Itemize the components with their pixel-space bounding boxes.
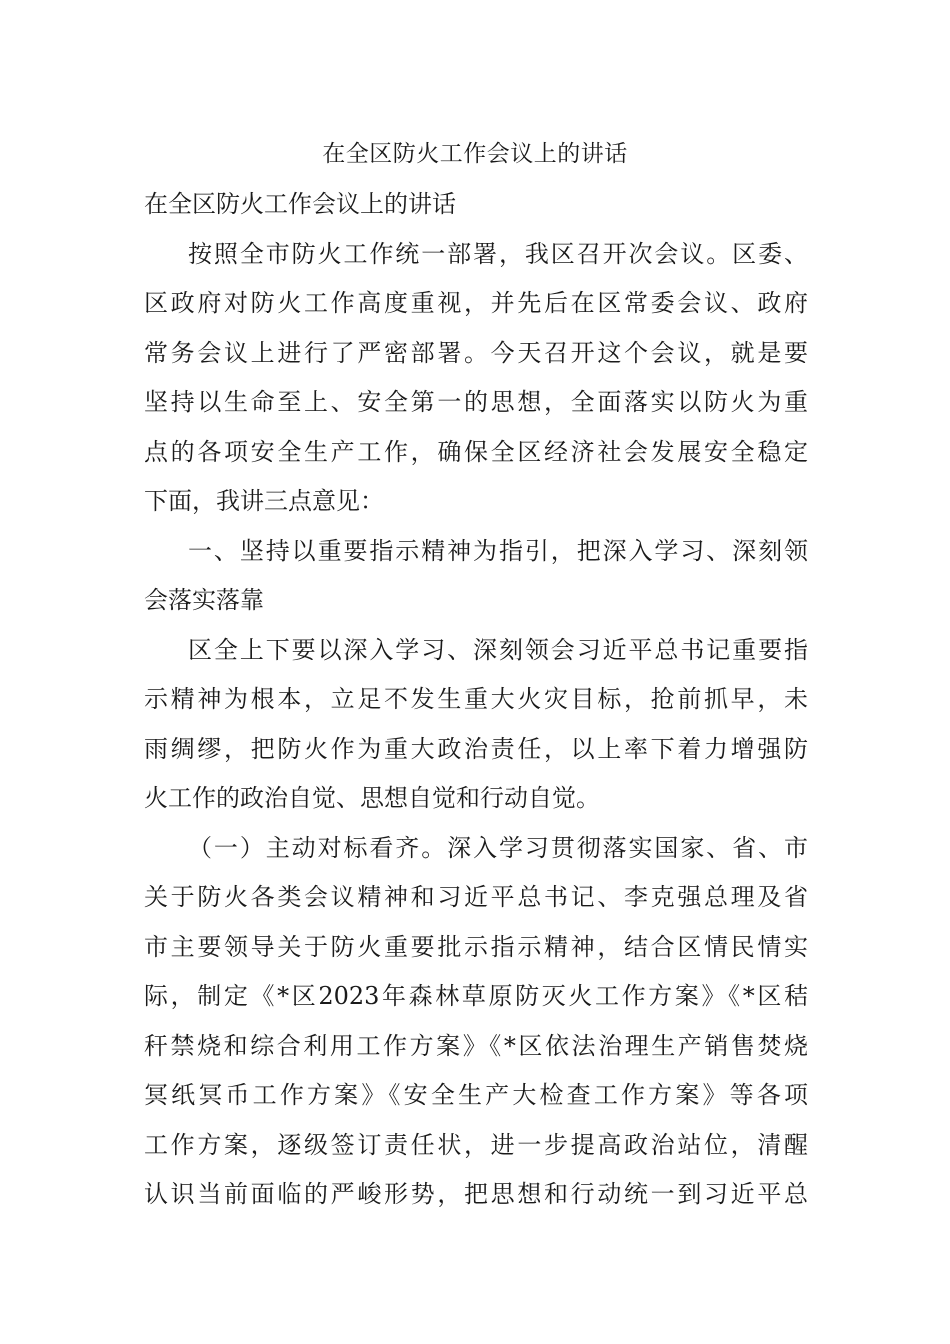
text-line: 一、坚持以重要指示精神为指引，把深入学习、深刻领 (188, 536, 808, 565)
text-line: 秆禁烧和综合利用工作方案》《*区依法治理生产销售焚烧 (144, 1031, 808, 1060)
text-line: 点的各项安全生产工作，确保全区经济社会发展安全稳定 (144, 437, 808, 466)
text-line: 关于防火各类会议精神和习近平总书记、李克强总理及省 (144, 883, 808, 911)
text-line: 市主要领导关于防火重要批示指示精神，结合区情民情实 (144, 932, 808, 961)
text-line: 区全上下要以深入学习、深刻领会习近平总书记重要指 (188, 635, 808, 664)
text-line: 工作方案，逐级签订责任状，进一步提高政治站位，清醒 (144, 1130, 808, 1159)
text-line: 坚持以生命至上、安全第一的思想，全面落实以防火为重 (144, 388, 808, 416)
text-line: 示精神为根本，立足不发生重大火灾目标，抢前抓早，未 (144, 685, 808, 713)
text-line: 会落实落靠 (144, 586, 264, 614)
text-line: 冥纸冥币工作方案》《安全生产大检查工作方案》等各项 (144, 1081, 808, 1109)
text-line: 常务会议上进行了严密部署。今天召开这个会议，就是要 (144, 338, 808, 367)
text-line: 在全区防火工作会议上的讲话 (144, 190, 456, 218)
text-line: 际，制定《*区2023年森林草原防灭火工作方案》《*区秸 (144, 982, 808, 1010)
document-body (144, 180, 808, 1220)
text-line: 按照全市防火工作统一部署，我区召开次会议。区委、 (188, 239, 808, 268)
text-line: 认识当前面临的严峻形势，把思想和行动统一到习近平总 (144, 1180, 808, 1208)
document-title: 在全区防火工作会议上的讲话 (322, 141, 628, 167)
text-line: 区政府对防火工作高度重视，并先后在区常委会议、政府 (144, 289, 808, 317)
text-line: 火工作的政治自觉、思想自觉和行动自觉。 (144, 784, 600, 812)
text-line: 雨绸缪，把防火作为重大政治责任，以上率下着力增强防 (144, 734, 808, 763)
text-line: （一）主动对标看齐。深入学习贯彻落实国家、省、市 (188, 833, 808, 862)
text-line: 下面，我讲三点意见： (144, 487, 384, 515)
